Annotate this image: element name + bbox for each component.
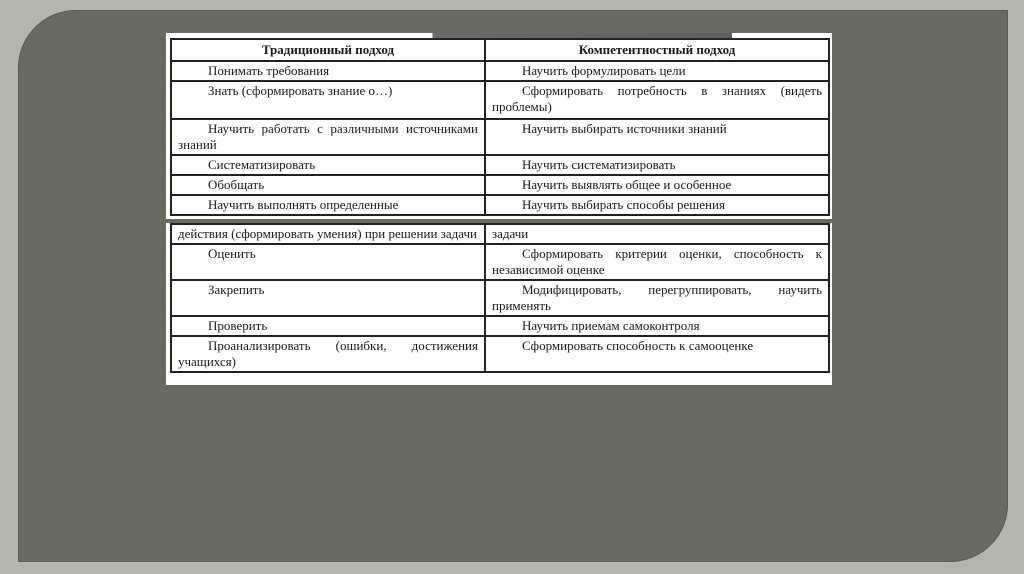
header-traditional: Традиционный подход (171, 39, 485, 61)
cell-competence: задачи (485, 224, 829, 244)
comparison-table-part2 (170, 223, 830, 373)
cell-traditional: Научить работать с различными источниками знаний (171, 119, 485, 155)
cell-traditional: Оценить (171, 244, 485, 280)
cell-traditional: Обобщать (171, 175, 485, 195)
header-competence: Компетентностный подход (485, 39, 829, 61)
cell-competence: Научить выбирать источники знаний (485, 119, 829, 155)
cell-traditional: действия (сформировать умения) при решении задачи (171, 224, 485, 244)
table-row (171, 244, 829, 280)
cell-competence: Научить систематизировать (485, 155, 829, 175)
cell-competence: Сформировать потребность в знаниях (видеть проблемы) (485, 81, 829, 119)
table-row (171, 224, 829, 244)
cell-competence: Модифицировать, перегруппировать, научить применять (485, 280, 829, 316)
comparison-table-part1 (170, 38, 830, 216)
table-row (171, 81, 829, 119)
table-row (171, 61, 829, 81)
cell-traditional: Систематизировать (171, 155, 485, 175)
cell-traditional: Знать (сформировать знание о…) (171, 81, 485, 119)
table-row (171, 195, 829, 215)
cell-competence: Научить выявлять общее и особенное (485, 175, 829, 195)
table-row (171, 336, 829, 372)
cell-competence: Научить выбирать способы решения (485, 195, 829, 215)
table-row (171, 175, 829, 195)
cell-competence: Сформировать способность к самооценке (485, 336, 829, 372)
document-image (166, 33, 832, 385)
table-row (171, 316, 829, 336)
table-row (171, 119, 829, 155)
cell-competence: Научить приемам самоконтроля (485, 316, 829, 336)
cell-traditional: Проанализировать (ошибки, достижения учащихся) (171, 336, 485, 372)
cell-traditional: Закрепить (171, 280, 485, 316)
cell-competence: Сформировать критерии оценки, способность к независимой оценке (485, 244, 829, 280)
cell-traditional: Проверить (171, 316, 485, 336)
cell-traditional: Научить выполнять определенные (171, 195, 485, 215)
table-header-row (171, 39, 829, 61)
table-row (171, 155, 829, 175)
table-row (171, 280, 829, 316)
cell-competence: Научить формулировать цели (485, 61, 829, 81)
cell-traditional: Понимать требования (171, 61, 485, 81)
